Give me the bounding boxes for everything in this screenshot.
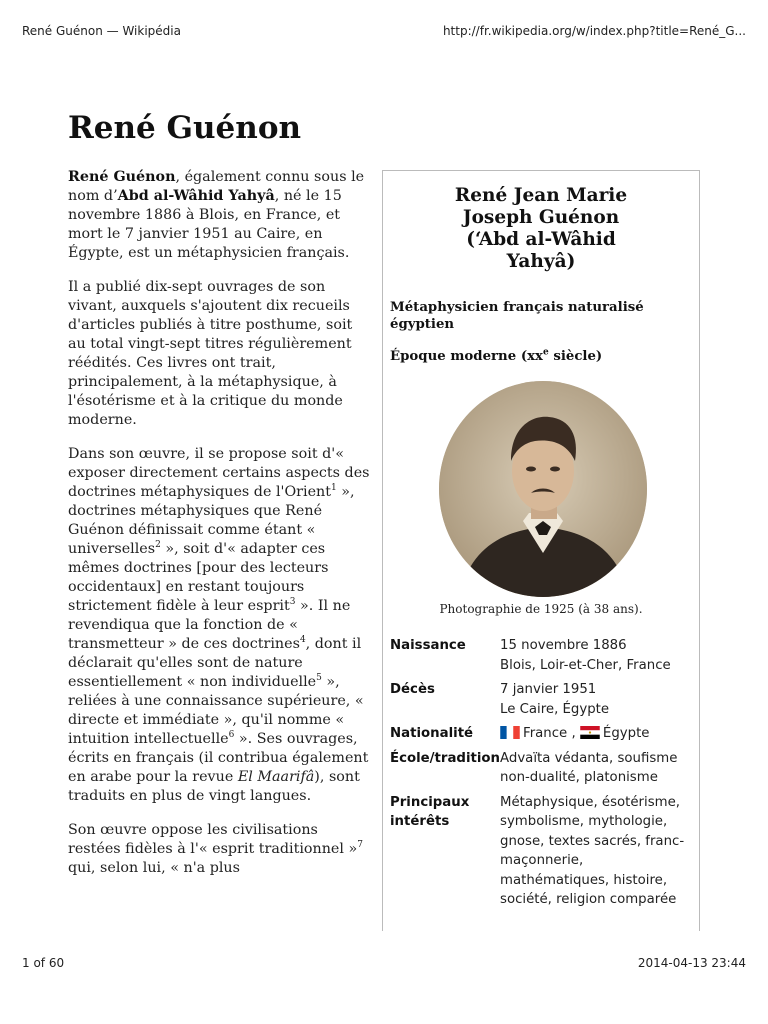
browser-tab-title: René Guénon — Wikipédia	[22, 24, 181, 38]
oeuvre-text-h: ), sont traduits en plus de vingt langues.	[68, 769, 360, 804]
oeuvre-text-d: ». Il ne revendiqua que la fonction de « transmetteur » de ces doctrines	[68, 598, 351, 652]
ecole-value[interactable]: Advaïta védanta, soufisme non-dualité, platonisme	[500, 750, 678, 785]
intro-text-2: , né le 15 novembre 1886 à Blois, en France, et mort le 7 janvier 1951 au Caire, en Égypte, est un métaphysicien français.	[68, 188, 350, 261]
page-counter: 1 of 60	[22, 956, 65, 970]
interets-value[interactable]: Métaphysique, ésotérisme, symbolisme, mythologie, gnose, textes sacrés, franc-maçonnerie, mathématiques, histoire, société, religion comparée	[500, 794, 685, 907]
infobox-row-nationalite	[390, 724, 695, 749]
infobox-row-deces	[390, 680, 695, 724]
works-paragraph: Il a publié dix-sept ouvrages de son vivant, auxquels s'ajoutent dix recueils d'articles publiés à titre posthume, soit au total vingt-sept titres régulièrement réédités. Ces livres ont trait, principalement, à la métaphysique, à l'ésotérisme et à la critique du monde moderne.	[68, 279, 353, 428]
naissance-place[interactable]: Blois, Loir-et-Cher, France	[500, 657, 671, 673]
infobox	[382, 170, 700, 931]
civ-text-b: qui, selon lui, « n'a plus	[68, 860, 240, 876]
page-url[interactable]: http://fr.wikipedia.org/w/index.php?title=René_G...	[442, 24, 746, 38]
oeuvre-text-e: , dont il déclarait qu'elles sont de nature essentiellement « non individuelle	[68, 636, 362, 690]
infobox-table	[390, 636, 695, 910]
naissance-value	[500, 636, 695, 680]
epoch-suffix: siècle)	[548, 349, 603, 364]
journal-title: El Maarifâ	[237, 769, 315, 785]
civilisations-paragraph	[68, 821, 373, 878]
infobox-row-ecole	[390, 749, 695, 793]
subject-name: René Guénon	[68, 169, 176, 185]
oeuvre-text-b: », doctrines métaphysiques que René Guénon définissait comme étant « universelles	[68, 484, 355, 557]
deces-value	[500, 680, 695, 724]
naissance-date: 15 novembre 1886	[500, 638, 627, 653]
infobox-row-naissance	[390, 636, 695, 680]
nationalite-label: Nationalité	[390, 726, 474, 741]
footnote-ref-3[interactable]: 3	[289, 597, 296, 608]
nationalite-sep: ,	[567, 726, 580, 741]
deces-label: Décès	[390, 682, 435, 697]
france-flag-icon	[500, 726, 520, 739]
oeuvre-text-f: », reliées à une connaissance supérieure, « directe et immédiate », qu'il nomme « intuition intellectuelle	[68, 674, 364, 747]
infobox-row-interets	[390, 793, 695, 910]
deces-place[interactable]: Le Caire, Égypte	[500, 701, 610, 717]
epoch-sup: e	[542, 347, 549, 358]
subject-alt-name: Abd al-Wâhid Yahyâ	[117, 188, 275, 204]
nationalite-egypte[interactable]: Égypte	[602, 726, 650, 741]
nationalite-france[interactable]: France	[523, 726, 568, 741]
infobox-title: René Jean Marie Joseph Guénon (ʻAbd al-Wâhid Yahyâ)	[454, 185, 628, 272]
footnote-ref-5[interactable]: 5	[316, 673, 322, 684]
epoch-prefix: Époque moderne (xx	[390, 349, 543, 364]
deces-date: 7 janvier 1951	[500, 682, 597, 697]
civ-text-a: Son œuvre oppose les civilisations restées fidèles à l'« esprit traditionnel »	[68, 822, 358, 857]
oeuvre-paragraph	[68, 445, 373, 806]
oeuvre-text-a: Dans son œuvre, il se propose soit d'« exposer directement certains aspects des doctrines métaphysiques de l'Orient	[68, 446, 370, 500]
footnote-ref-6[interactable]: 6	[228, 730, 235, 741]
infobox-subtitle: Métaphysicien français naturalisé égyptien	[390, 300, 644, 332]
article-body	[68, 168, 373, 905]
naissance-label: Naissance	[390, 638, 466, 653]
portrait-photo[interactable]	[439, 381, 647, 597]
page-title: René Guénon	[68, 110, 302, 146]
infobox-epoch	[390, 348, 690, 365]
interets-label: Principaux intérêts	[390, 794, 470, 829]
egypt-flag-icon	[580, 726, 600, 739]
oeuvre-text-c: », soit d'« adapter ces mêmes doctrines [pour des lecteurs occidentaux] en restant toujours strictement fidèle à leur esprit	[68, 541, 329, 614]
oeuvre-text-g: ». Ses ouvrages, écrits en français (il contribua également en arabe pour la revue	[68, 731, 369, 785]
footnote-ref-1[interactable]: 1	[331, 483, 337, 494]
footnote-ref-4[interactable]: 4	[299, 635, 306, 646]
print-timestamp: 2014-04-13 23:44	[637, 956, 746, 970]
portrait-caption: Photographie de 1925 (à 38 ans).	[439, 602, 643, 616]
intro-paragraph	[68, 168, 373, 263]
footnote-ref-7[interactable]: 7	[357, 840, 363, 851]
footnote-ref-2[interactable]: 2	[155, 540, 161, 551]
ecole-label: École/tradition	[390, 750, 501, 766]
nationalite-value	[500, 724, 695, 749]
intro-text-1: , également connu sous le nom d’	[68, 169, 365, 204]
